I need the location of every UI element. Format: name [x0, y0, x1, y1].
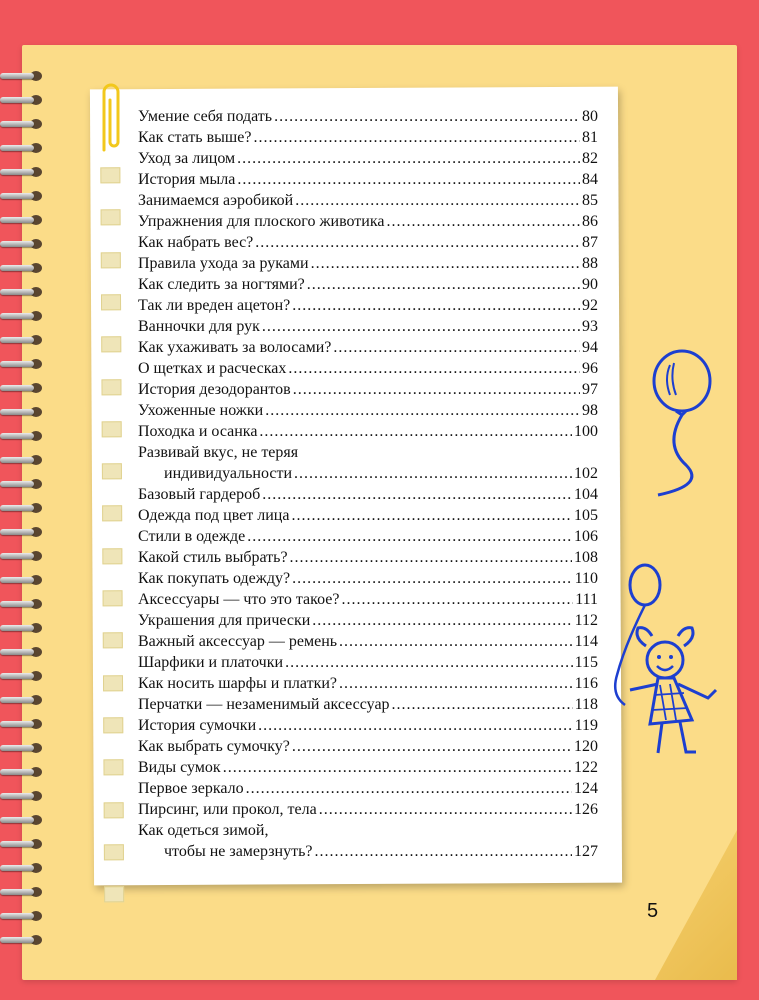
toc-entry-title-continued: индивидуальности [164, 465, 293, 482]
leader-dots [223, 757, 572, 778]
toc-entry-page: 82 [582, 150, 598, 167]
spiral-ring [0, 454, 46, 466]
toc-entry [138, 148, 598, 169]
leader-dots [237, 148, 580, 169]
toc-entry [138, 505, 598, 526]
toc-entry [138, 106, 598, 127]
toc-entry-title: Как набрать вес? [138, 234, 254, 251]
leader-dots [341, 589, 573, 610]
spiral-ring [0, 118, 46, 130]
toc-entry-title: Как следить за ногтями? [138, 276, 305, 293]
paper-hole [104, 886, 124, 902]
toc-entry-page: 120 [574, 738, 598, 755]
toc-entry [138, 652, 598, 673]
toc-entry [138, 631, 598, 652]
paper-hole [104, 802, 124, 818]
toc-entry [138, 274, 598, 295]
toc-entry [138, 610, 598, 631]
toc-entry-title: Так ли вреден ацетон? [138, 297, 291, 314]
toc-entry [138, 673, 598, 694]
toc-entry [138, 358, 598, 379]
table-of-contents [138, 106, 598, 862]
leader-dots [312, 610, 572, 631]
spiral-ring [0, 790, 46, 802]
toc-entry-title: Уход за лицом [138, 150, 236, 167]
toc-entry-title: Аксессуары — что это такое? [138, 591, 340, 608]
toc-entry-page: 98 [582, 402, 598, 419]
paper-hole [102, 548, 122, 564]
paper-hole [103, 590, 123, 606]
girl-with-balloon-doodle-icon [600, 560, 730, 780]
toc-entry-title: Ухоженные ножки [138, 402, 264, 419]
spiral-ring [0, 286, 46, 298]
toc-entry [138, 316, 598, 337]
spiral-ring [0, 262, 46, 274]
toc-entry-title: Пирсинг, или прокол, тела [138, 801, 317, 818]
spiral-ring [0, 550, 46, 562]
toc-entry-page: 116 [574, 675, 598, 692]
spiral-ring [0, 526, 46, 538]
leader-dots [285, 652, 573, 673]
paper-hole [103, 759, 123, 775]
toc-entry-page: 84 [582, 171, 598, 188]
leader-dots [315, 841, 573, 862]
toc-entry-title: Развивай вкус, не теряя [138, 444, 299, 461]
toc-entry [138, 694, 598, 715]
spiral-ring [0, 862, 46, 874]
toc-entry-title: Одежда под цвет лица [138, 507, 290, 524]
paper-hole [101, 336, 121, 352]
spiral-binding [0, 70, 48, 960]
toc-entry-title: Как одеться зимой, [138, 822, 269, 839]
toc-entry [138, 442, 598, 484]
toc-entry [138, 253, 598, 274]
toc-entry-page: 80 [582, 108, 598, 125]
toc-entry-title: Как ухаживать за волосами? [138, 339, 332, 356]
spiral-ring [0, 718, 46, 730]
toc-entry-page: 110 [574, 570, 598, 587]
spiral-ring [0, 406, 46, 418]
leader-dots [274, 106, 580, 127]
leader-dots [293, 379, 580, 400]
balloon-doodle-icon [640, 345, 720, 505]
spiral-ring [0, 934, 46, 946]
toc-entry [138, 211, 598, 232]
paper-hole [104, 844, 124, 860]
page-number: 5 [647, 900, 659, 922]
toc-entry-page: 87 [582, 234, 598, 251]
paper-hole [102, 463, 122, 479]
toc-entry-title: Как стать выше? [138, 129, 252, 146]
toc-entry-page: 86 [582, 213, 598, 230]
toc-entry [138, 421, 598, 442]
toc-entry-title-continued: чтобы не замерзнуть? [164, 843, 313, 860]
toc-entry-title: Занимаемся аэробикой [138, 192, 294, 209]
toc-entry [138, 568, 598, 589]
toc-entry-title: Как носить шарфы и платки? [138, 675, 338, 692]
toc-entry-title: Какой стиль выбрать? [138, 549, 288, 566]
toc-entry-title: О щетках и расческах [138, 360, 287, 377]
toc-entry [138, 190, 598, 211]
toc-entry [138, 379, 598, 400]
leader-dots [295, 190, 580, 211]
toc-entry-page: 102 [574, 465, 598, 482]
paper-hole [102, 421, 122, 437]
leader-dots [292, 568, 573, 589]
spiral-ring [0, 574, 46, 586]
spiral-ring [0, 598, 46, 610]
spiral-ring [0, 886, 46, 898]
leader-dots [262, 484, 572, 505]
toc-entry-title: Важный аксессуар — ремень [138, 633, 338, 650]
toc-entry-title: Перчатки — незаменимый аксессуар [138, 696, 390, 713]
spiral-ring [0, 646, 46, 658]
spiral-ring [0, 382, 46, 394]
spiral-ring [0, 478, 46, 490]
toc-entry-title: Умение себя подать [138, 108, 273, 125]
spiral-ring [0, 94, 46, 106]
toc-entry-title: Виды сумок [138, 759, 221, 776]
leader-dots [292, 295, 580, 316]
leader-dots [307, 274, 580, 295]
toc-entry-page: 100 [574, 423, 598, 440]
spiral-ring [0, 310, 46, 322]
paper-hole [103, 633, 123, 649]
toc-entry-page: 126 [574, 801, 598, 818]
spiral-ring [0, 694, 46, 706]
toc-entry-page: 90 [582, 276, 598, 293]
toc-entry-page: 93 [582, 318, 598, 335]
spiral-ring [0, 622, 46, 634]
spiral-ring [0, 814, 46, 826]
toc-entry-title: Походка и осанка [138, 423, 258, 440]
toc-entry [138, 169, 598, 190]
toc-entry-title: Первое зеркало [138, 780, 244, 797]
paper-hole [100, 167, 120, 183]
leader-dots [290, 547, 572, 568]
toc-entry [138, 400, 598, 421]
toc-entry-page: 81 [582, 129, 598, 146]
leader-dots [288, 358, 580, 379]
spiral-ring [0, 238, 46, 250]
toc-entry-title: Украшения для прически [138, 612, 311, 629]
spiral-ring [0, 166, 46, 178]
toc-entry [138, 715, 598, 736]
leader-dots [246, 778, 572, 799]
toc-entry [138, 589, 598, 610]
paper-hole [101, 252, 121, 268]
toc-entry-page: 88 [582, 255, 598, 272]
toc-entry-page: 122 [574, 759, 598, 776]
toc-entry [138, 127, 598, 148]
toc-entry-page: 118 [574, 696, 598, 713]
toc-entry-title: Упражнения для плоского животика [138, 213, 385, 230]
toc-entry-page: 96 [582, 360, 598, 377]
spiral-ring [0, 358, 46, 370]
toc-entry-page: 111 [575, 591, 598, 608]
leader-dots [247, 526, 572, 547]
paper-hole [102, 506, 122, 522]
paper-hole [103, 675, 123, 691]
spiral-ring [0, 670, 46, 682]
paper-hole [103, 717, 123, 733]
spiral-ring [0, 502, 46, 514]
toc-entry-title: История дезодорантов [138, 381, 291, 398]
toc-entry-title: Ванночки для рук [138, 318, 260, 335]
toc-entry [138, 232, 598, 253]
toc-entry-page: 92 [582, 297, 598, 314]
toc-entry-title: Базовый гардероб [138, 486, 261, 503]
toc-entry-title: Шарфики и платочки [138, 654, 284, 671]
toc-entry [138, 295, 598, 316]
toc-entry [138, 547, 598, 568]
toc-entry-page: 108 [574, 549, 598, 566]
leader-dots [294, 463, 572, 484]
toc-entry-title: Как выбрать сумочку? [138, 738, 290, 755]
leader-dots [237, 169, 580, 190]
toc-entry-page: 105 [574, 507, 598, 524]
paperclip-icon [96, 80, 126, 160]
toc-entry [138, 778, 598, 799]
toc-entry-page: 112 [574, 612, 598, 629]
leader-dots [333, 337, 580, 358]
toc-entry-page: 119 [574, 717, 598, 734]
toc-entry [138, 337, 598, 358]
toc-entry-page: 124 [574, 780, 598, 797]
leader-dots [258, 715, 572, 736]
leader-dots [255, 232, 580, 253]
toc-entry-page: 97 [582, 381, 598, 398]
toc-entry [138, 820, 598, 862]
spiral-ring [0, 838, 46, 850]
toc-entry-page: 114 [574, 633, 598, 650]
leader-dots [386, 211, 580, 232]
toc-entry-title: Правила ухода за руками [138, 255, 309, 272]
leader-dots [291, 505, 572, 526]
spiral-ring [0, 214, 46, 226]
spiral-ring [0, 70, 46, 82]
spiral-ring [0, 742, 46, 754]
leader-dots [253, 127, 580, 148]
toc-entry [138, 484, 598, 505]
leader-dots [262, 316, 580, 337]
toc-entry [138, 736, 598, 757]
toc-entry-title: История мыла [138, 171, 236, 188]
leader-dots [259, 421, 572, 442]
toc-entry-page: 115 [574, 654, 598, 671]
leader-dots [392, 694, 573, 715]
paper-hole [101, 294, 121, 310]
leader-dots [265, 400, 580, 421]
toc-entry [138, 757, 598, 778]
spiral-ring [0, 430, 46, 442]
leader-dots [339, 673, 573, 694]
paper-hole [101, 379, 121, 395]
spiral-ring [0, 334, 46, 346]
spiral-ring [0, 910, 46, 922]
leader-dots [319, 799, 572, 820]
spiral-ring [0, 766, 46, 778]
paper-hole [101, 210, 121, 226]
spiral-ring [0, 190, 46, 202]
toc-entry-page: 104 [574, 486, 598, 503]
leader-dots [339, 631, 573, 652]
toc-entry [138, 799, 598, 820]
toc-entry-page: 127 [574, 843, 598, 860]
leader-dots [292, 736, 572, 757]
toc-entry-page: 94 [582, 339, 598, 356]
leader-dots [311, 253, 580, 274]
toc-entry-page: 106 [574, 528, 598, 545]
toc-entry [138, 526, 598, 547]
spiral-ring [0, 142, 46, 154]
toc-entry-title: История сумочки [138, 717, 257, 734]
toc-entry-page: 85 [582, 192, 598, 209]
toc-entry-title: Как покупать одежду? [138, 570, 291, 587]
toc-entry-title: Стили в одежде [138, 528, 246, 545]
